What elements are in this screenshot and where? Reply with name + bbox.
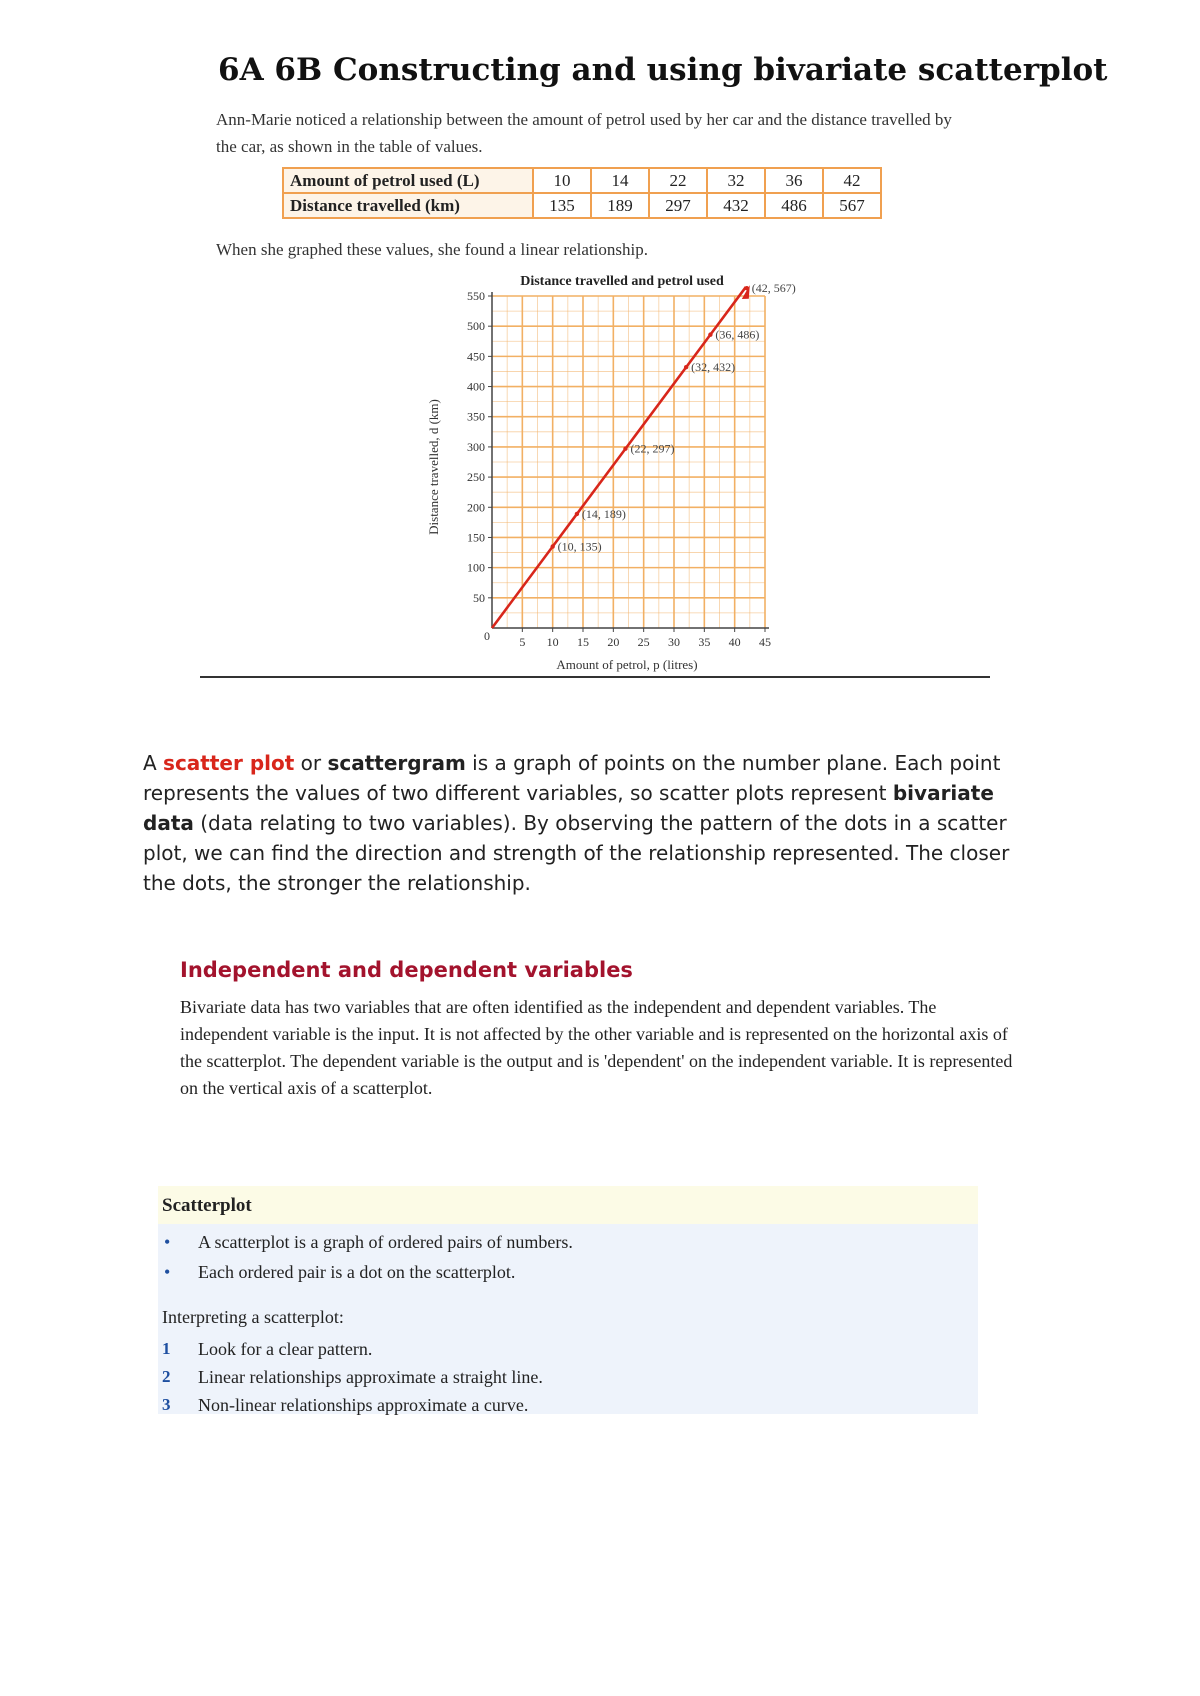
x-tick-label: 45 [759, 635, 771, 649]
x-tick-label: 35 [698, 635, 711, 649]
table-cell: 297 [649, 193, 707, 218]
chart-axes [492, 292, 769, 628]
table-cell: 135 [533, 193, 591, 218]
independent-dependent-paragraph: Bivariate data has two variables that are often identified as the independent and dependent variables. The independent variable is the input. It is not affected by the other variable and is represented on the horizontal axis of the scatterplot. The dependent variable is the output and is 'dependent' on the independent variable. It is represented on the vertical axis of a scatterplot. [180, 997, 1013, 1098]
chart-title: Distance travelled and petrol used [520, 274, 724, 289]
scatterplot-summary-box [158, 1186, 978, 1414]
term-scattergram: scattergram [327, 751, 466, 775]
list-item-text: A scatterplot is a graph of ordered pairs of numbers. [198, 1232, 573, 1252]
table-cell: 14 [591, 168, 649, 193]
term-bivariate-data: bivariate data [143, 781, 994, 835]
data-label: (42, 567) [751, 281, 796, 296]
chart-ticks [467, 289, 771, 649]
table-row-label: Amount of petrol used (L) [283, 168, 533, 193]
y-tick-label: 500 [467, 319, 485, 334]
step-number: 1 [162, 1339, 171, 1358]
y-tick-label: 450 [467, 349, 485, 364]
table-cell: 432 [707, 193, 765, 218]
data-point [745, 286, 749, 290]
line-chart [420, 268, 800, 678]
scatter-plot-definition [143, 748, 1043, 898]
series-line [492, 287, 746, 628]
definition-text: A [143, 751, 164, 775]
x-tick-label: 10 [546, 635, 559, 649]
definition-text: or [294, 751, 328, 775]
table-cell: 10 [533, 168, 591, 193]
bullet-icon: • [164, 1262, 171, 1282]
chart-grid [492, 296, 765, 628]
data-point [684, 365, 688, 369]
interpreting-label: Interpreting a scatterplot: [162, 1307, 344, 1327]
data-point [575, 512, 579, 516]
data-label: (32, 432) [691, 360, 736, 375]
chart-series [492, 285, 750, 628]
box-title: Scatterplot [162, 1195, 252, 1216]
data-point [550, 544, 554, 548]
table-row-label: Distance travelled (km) [283, 193, 533, 218]
list-item-text: Non-linear relationships approximate a curve. [198, 1395, 529, 1415]
y-tick-label: 150 [467, 530, 485, 545]
table-cell: 22 [649, 168, 707, 193]
table-cell: 486 [765, 193, 823, 218]
x-tick-label: 20 [607, 635, 620, 649]
x-tick-label: 30 [668, 635, 680, 649]
data-label: (14, 189) [581, 506, 626, 521]
y-tick-label: 50 [473, 590, 485, 605]
bullet-icon: • [164, 1232, 171, 1252]
table-row [283, 193, 881, 218]
x-tick-label: 40 [728, 635, 741, 649]
y-tick-label: 200 [467, 500, 485, 515]
section-divider [200, 676, 990, 678]
page-title: 6A 6B Constructing and using bivariate scatterplot [218, 52, 1108, 88]
definition-text: is a graph of points on the number plane. Each point represents the values of two different variables, so scatter plots represent [143, 751, 1001, 805]
y-tick-label: 550 [467, 289, 485, 303]
origin-label: 0 [484, 629, 490, 643]
y-tick-label: 400 [467, 379, 485, 394]
term-scatter-plot: scatter plot [163, 751, 295, 775]
table-cell: 42 [823, 168, 881, 193]
x-tick-label: 15 [577, 635, 589, 649]
list-item-text: Look for a clear pattern. [198, 1339, 373, 1359]
data-label: (36, 486) [715, 327, 760, 342]
x-axis-label: Amount of petrol, p (litres) [556, 657, 698, 672]
intro-paragraph: Ann-Marie noticed a relationship between the amount of petrol used by her car and the distance travelled by the car, as shown in the table of values. [216, 110, 952, 156]
definition-text: (data relating to two variables). By observing the pattern of the dots in a scatter plot, we can find the direction and strength of the relationship represented. The closer the dots, the stronger the relationship. [143, 811, 1010, 895]
table-cell: 567 [823, 193, 881, 218]
list-item-text: Each ordered pair is a dot on the scatterplot. [198, 1262, 516, 1282]
table-cell: 189 [591, 193, 649, 218]
y-tick-label: 350 [467, 409, 485, 424]
values-table [282, 167, 882, 219]
table-cell: 36 [765, 168, 823, 193]
y-axis-label: Distance travelled, d (km) [426, 399, 441, 535]
y-tick-label: 100 [467, 560, 485, 575]
data-point [623, 447, 627, 451]
graph-caption: When she graphed these values, she found a linear relationship. [216, 240, 648, 259]
x-tick-label: 5 [519, 635, 526, 649]
y-tick-label: 250 [467, 470, 485, 485]
table-cell: 32 [707, 168, 765, 193]
list-item-text: Linear relationships approximate a straight line. [198, 1367, 543, 1387]
step-number: 2 [162, 1367, 171, 1386]
independent-dependent-heading: Independent and dependent variables [180, 958, 633, 982]
table-row [283, 168, 881, 193]
x-tick-label: 25 [637, 635, 650, 649]
data-point [708, 332, 712, 336]
data-label: (22, 297) [630, 441, 675, 456]
box-header-band [158, 1186, 978, 1224]
data-label: (10, 135) [557, 539, 602, 554]
y-tick-label: 300 [467, 439, 485, 454]
step-number: 3 [162, 1395, 171, 1414]
